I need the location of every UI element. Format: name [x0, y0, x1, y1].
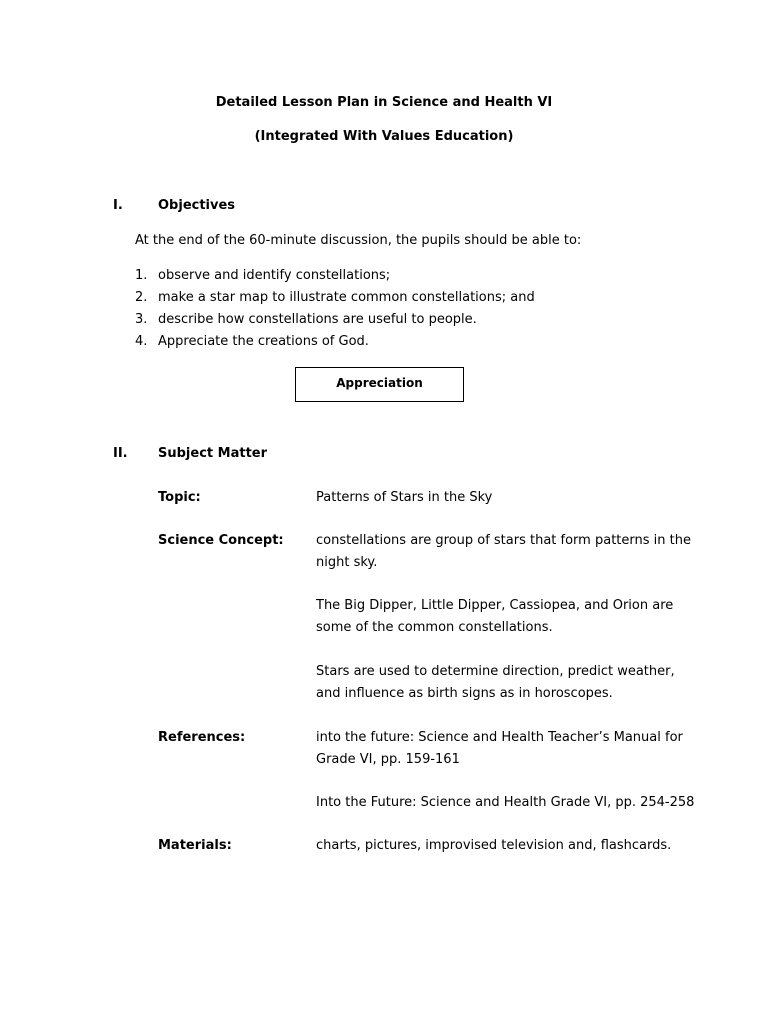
objective-item: observe and identify constellations; — [158, 268, 391, 283]
reference-line: Into the Future: Science and Health Grade VI, pp. 254-258 — [316, 795, 695, 810]
materials-label: Materials: — [158, 838, 232, 853]
materials-value: charts, pictures, improvised television and, flashcards. — [316, 838, 672, 853]
value-box — [295, 367, 464, 402]
section-2-heading: Subject Matter — [158, 446, 268, 461]
objective-number: 4. — [135, 334, 148, 349]
objective-number: 2. — [135, 290, 148, 305]
science-concept-line: and influence as birth signs as in horoscopes. — [316, 686, 613, 701]
objectives-intro: At the end of the 60-minute discussion, the pupils should be able to: — [135, 233, 582, 248]
science-concept-line: constellations are group of stars that form patterns in the — [316, 533, 691, 548]
document-subtitle: (Integrated With Values Education) — [254, 129, 514, 144]
topic-label: Topic: — [158, 490, 201, 505]
references-label: References: — [158, 730, 246, 745]
section-1-numeral: I. — [113, 198, 123, 213]
science-concept-line: night sky. — [316, 555, 378, 570]
section-1-heading: Objectives — [158, 198, 236, 213]
topic-value: Patterns of Stars in the Sky — [316, 490, 493, 505]
document-title: Detailed Lesson Plan in Science and Health VI — [215, 95, 553, 110]
section-2-numeral: II. — [113, 446, 128, 461]
science-concept-label: Science Concept: — [158, 533, 284, 548]
objective-item: make a star map to illustrate common constellations; and — [158, 290, 535, 305]
objective-item: describe how constellations are useful to people. — [158, 312, 477, 327]
value-box-label: Appreciation — [336, 376, 423, 390]
reference-line: Grade VI, pp. 159-161 — [316, 752, 460, 767]
objective-item: Appreciate the creations of God. — [158, 334, 369, 349]
reference-line: into the future: Science and Health Teacher’s Manual for — [316, 730, 683, 745]
objective-number: 3. — [135, 312, 148, 327]
science-concept-line: Stars are used to determine direction, predict weather, — [316, 664, 675, 679]
objective-number: 1. — [135, 268, 148, 283]
science-concept-line: The Big Dipper, Little Dipper, Cassiopea, and Orion are — [316, 598, 674, 613]
science-concept-line: some of the common constellations. — [316, 620, 553, 635]
